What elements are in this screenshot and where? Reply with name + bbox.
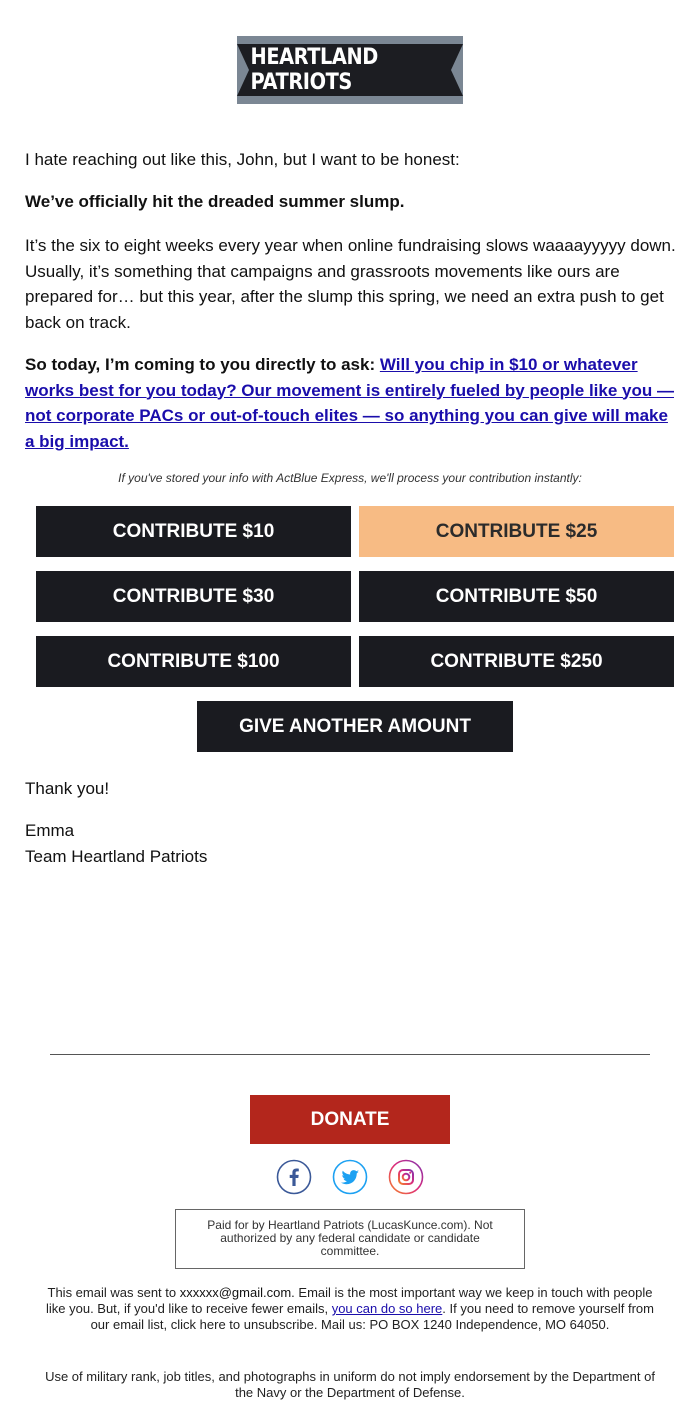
fewer-emails-link[interactable]: you can do so here [331, 1301, 443, 1316]
contribute-25-button[interactable]: CONTRIBUTE $25 [359, 506, 674, 557]
headline-text: We’ve officially hit the dreaded summer slump. [25, 192, 405, 211]
ask-intro: So today, I’m coming to you directly to ask: [25, 355, 380, 374]
give-another-amount-button[interactable]: GIVE ANOTHER AMOUNT [197, 701, 513, 752]
heartland-patriots-logo [237, 36, 463, 104]
ask-link[interactable]: Will you chip in $10 or whatever works best for you today? Our movement is entirely fueled by people like you — not corporate PACs or out-of-touch elites — so anything you can give will make a big impact. [25, 355, 674, 451]
actblue-note: If you've stored your info with ActBlue Express, we'll process your contribution instantly: [118, 471, 582, 485]
signoff-team: Team Heartland Patriots [25, 847, 208, 866]
footer-sent-prefix: This email was sent to [47, 1285, 180, 1300]
contribute-10-button[interactable]: CONTRIBUTE $10 [36, 506, 351, 557]
paid-for-disclaimer: Paid for by Heartland Patriots (LucasKunce.com). Not authorized by any federal candidate or candidate committee. [175, 1209, 525, 1269]
footer-sent-mid: . Email is the most important way we keep in touch with people like you. But, if you'd like to receive fewer emails, [45, 1285, 653, 1316]
ask-paragraph [25, 352, 677, 454]
greeting-text: I hate reaching out like this, John, but I want to be honest: [25, 150, 460, 169]
body-paragraph: It’s the six to eight weeks every year when online fundraising slows waaaayyyyy down. Usually, it’s something that campaigns and grassroots movements like ours are prepared for… but this year, after the slump this spring, we need an extra push to get back on track. [25, 236, 676, 332]
donate-button[interactable]: DONATE [250, 1095, 450, 1144]
recipient-email: xxxxxx@gmail.com [179, 1285, 292, 1300]
footer-sent-suffix: . If you need to remove yourself from our email list, click here to unsubscribe. Mail us: PO BOX 1240 Independence, MO 64050. [90, 1301, 654, 1332]
contribute-30-button[interactable]: CONTRIBUTE $30 [36, 571, 351, 622]
logo-text: HEARTLAND PATRIOTS [250, 45, 378, 95]
contribute-100-button[interactable]: CONTRIBUTE $100 [36, 636, 351, 687]
signoff-name: Emma [25, 821, 75, 840]
thanks-text: Thank you! [25, 779, 110, 798]
instagram-icon[interactable] [388, 1159, 424, 1195]
footer-email-notice [40, 1285, 660, 1333]
twitter-icon[interactable] [332, 1159, 368, 1195]
contribute-50-button[interactable]: CONTRIBUTE $50 [359, 571, 674, 622]
military-disclaimer: Use of military rank, job titles, and photographs in uniform do not imply endorsement by the Department of the Navy or the Department of Defense. [45, 1369, 655, 1400]
footer-divider [50, 1054, 650, 1055]
contribute-250-button[interactable]: CONTRIBUTE $250 [359, 636, 674, 687]
facebook-icon[interactable] [276, 1159, 312, 1195]
